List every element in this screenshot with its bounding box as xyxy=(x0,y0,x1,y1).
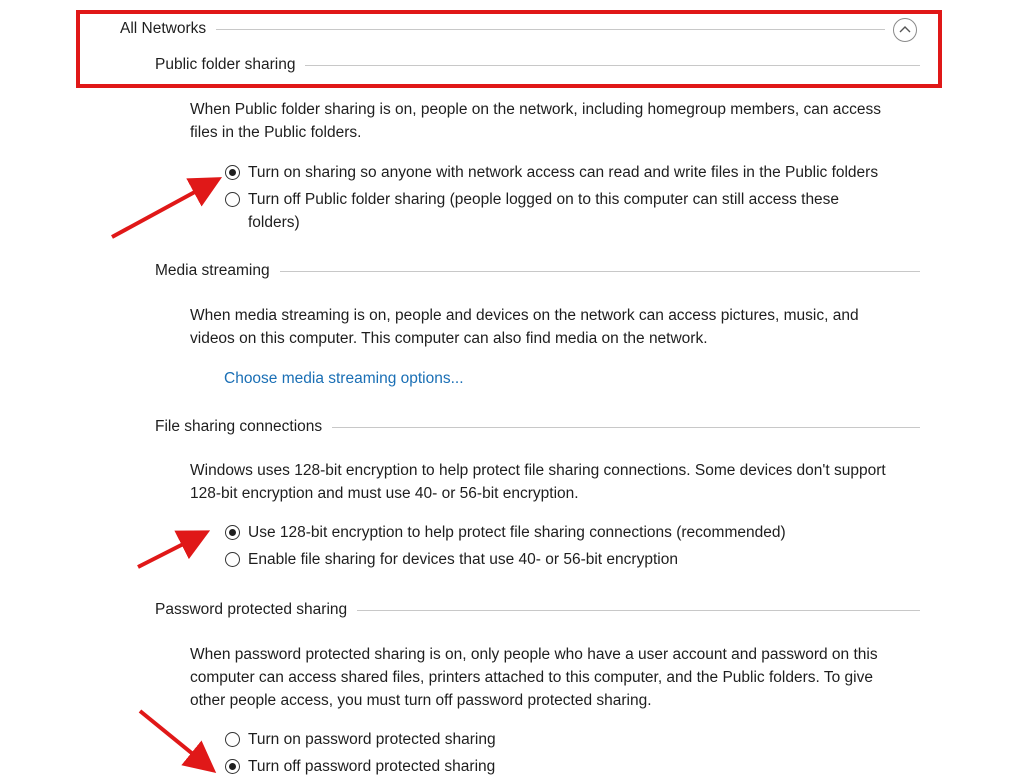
radio-label: Turn off password protected sharing xyxy=(248,758,496,775)
media-streaming-options-link[interactable]: Choose media streaming options... xyxy=(224,370,464,387)
radio-label: Enable file sharing for devices that use 40- or 56-bit encryption xyxy=(248,551,678,568)
radio-label: Turn on password protected sharing xyxy=(248,731,496,748)
red-arrow-icon xyxy=(112,181,215,237)
password-sharing-title: Password protected sharing xyxy=(155,601,348,618)
radio-label: Use 128-bit encryption to help protect file sharing connections (recommended) xyxy=(248,524,786,541)
password-sharing-description: When password protected sharing is on, only people who have a user account and password on this computer can access shared files, printers attached to this computer, and the Public folders. To give other people access, you must turn off password protected sharing. xyxy=(190,646,878,709)
media-streaming-description: When media streaming is on, people and devices on the network can access pictures, music, and videos on this computer. This computer can also find media on the network. xyxy=(190,307,859,347)
radio-label: Turn on sharing so anyone with network access can read and write files in the Public folders xyxy=(248,164,879,181)
red-arrow-icon xyxy=(140,711,210,768)
radio-label: Turn off Public folder sharing (people logged on to this computer can still access these folders) xyxy=(248,191,840,231)
all-networks-title: All Networks xyxy=(120,20,207,37)
file-sharing-title: File sharing connections xyxy=(155,418,323,435)
public-folder-sharing-title: Public folder sharing xyxy=(155,56,296,73)
media-streaming-title: Media streaming xyxy=(155,262,270,279)
file-sharing-description: Windows uses 128-bit encryption to help protect file sharing connections. Some devices don't support 128-bit encryption and must use 40- or 56-bit encryption. xyxy=(190,462,886,502)
red-arrow-icon xyxy=(138,534,203,567)
public-folder-description: When Public folder sharing is on, people on the network, including homegroup members, can access files in the Public folders. xyxy=(190,101,881,141)
